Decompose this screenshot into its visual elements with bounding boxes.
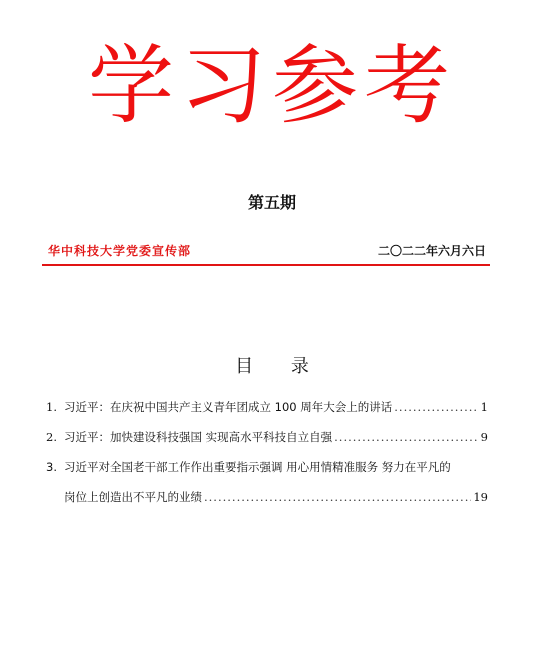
dot-leader xyxy=(334,426,479,448)
toc-item[interactable] xyxy=(46,456,488,508)
table-of-contents xyxy=(46,396,488,508)
toc-item-page: 9 xyxy=(480,430,488,444)
toc-item-number: 1. xyxy=(46,400,57,414)
toc-item-title: 习近平：加快建设科技强国 实现高水平科技自立自强 xyxy=(64,430,333,444)
toc-heading: 目 录 xyxy=(235,356,325,377)
dot-leader xyxy=(394,396,478,418)
dot-leader xyxy=(204,486,471,508)
toc-item-number: 3. xyxy=(46,460,57,474)
masthead-title: 学习参考 xyxy=(88,36,456,136)
header-divider xyxy=(42,264,490,266)
publication-date: 二〇二二年六月六日 xyxy=(377,244,486,258)
toc-item[interactable] xyxy=(46,426,488,448)
toc-item-page: 1 xyxy=(480,400,488,414)
toc-item-page: 19 xyxy=(473,490,488,504)
department-name: 华中科技大学党委宣传部 xyxy=(48,244,192,258)
toc-item-number: 2. xyxy=(46,430,57,444)
issue-label: 第五期 xyxy=(247,193,296,212)
toc-item-title-line1: 习近平对全国老干部工作作出重要指示强调 用心用情精准服务 努力在平凡的 xyxy=(64,460,451,474)
toc-item-title-line2: 岗位上创造出不平凡的业绩 xyxy=(64,490,202,504)
toc-item-title: 习近平：在庆祝中国共产主义青年团成立 100 周年大会上的讲话 xyxy=(64,400,393,414)
toc-item[interactable] xyxy=(46,396,488,418)
